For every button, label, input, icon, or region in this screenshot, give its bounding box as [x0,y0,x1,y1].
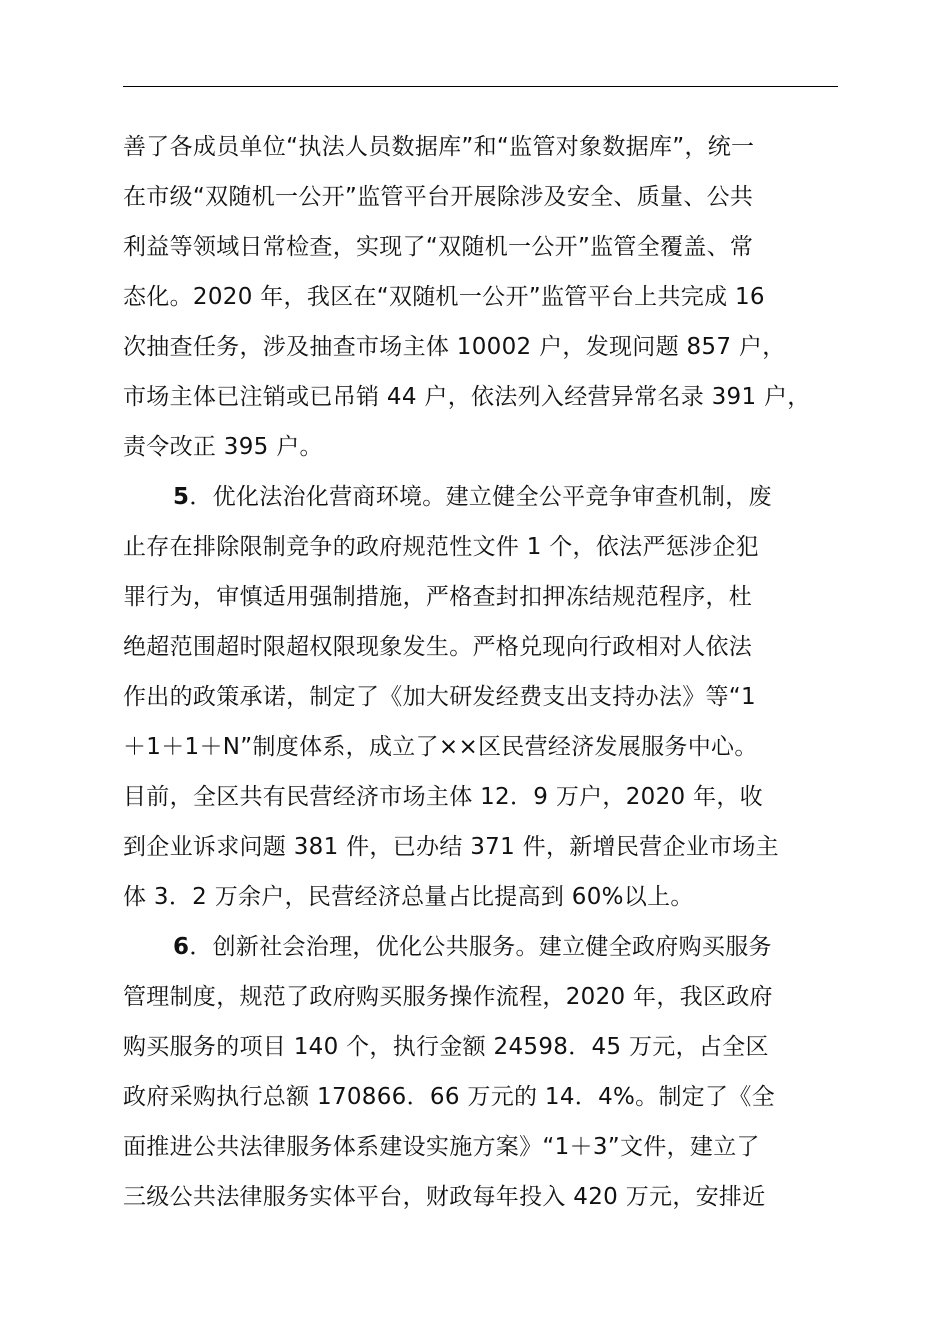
text-line: 购买服务的项目 140 个，执行金额 24598．45 万元，占全区 [123,1034,769,1060]
paragraph-continuation [123,122,838,472]
text-line: 三级公共法律服务实体平台，财政每年投入 420 万元，安排近 [123,1184,766,1210]
text-line: 次抽查任务，涉及抽查市场主体 10002 户，发现问题 857 户， [123,334,786,360]
item-heading-text: ．优化法治化营商环境。建立健全公平竞争审查机制，废 [189,484,772,510]
text-line: 政府采购执行总额 170866．66 万元的 14．4%。制定了《全 [123,1084,775,1110]
text-line: 责令改正 395 户。 [123,434,323,460]
item-number: 6 [173,934,190,960]
text-line: 绝超范围超时限超权限现象发生。严格兑现向行政相对人依法 [123,634,753,660]
paragraph-item-6 [123,922,838,1222]
text-line: 作出的政策承诺，制定了《加大研发经费支出支持办法》等“1 [123,684,756,710]
item-heading-text: ．创新社会治理，优化公共服务。建立健全政府购买服务 [189,934,772,960]
header-rule [123,86,838,87]
text-line: 管理制度，规范了政府购买服务操作流程，2020 年，我区政府 [123,984,773,1010]
item-number: 5 [173,484,190,510]
paragraph-item-5 [123,472,838,922]
text-line-first [123,472,838,522]
text-line: 止存在排除限制竞争的政府规范性文件 1 个，依法严惩涉企犯 [123,534,759,560]
text-line: 态化。2020 年，我区在“双随机一公开”监管平台上共完成 16 [123,284,765,310]
text-line: 利益等领域日常检查，实现了“双随机一公开”监管全覆盖、常 [123,234,754,260]
text-line: 罪行为，审慎适用强制措施，严格查封扣押冻结规范程序，杜 [123,584,753,610]
document-body [123,122,838,1222]
text-line: 到企业诉求问题 381 件，已办结 371 件，新增民营企业市场主 [123,834,779,860]
text-line: ＋1＋1＋N”制度体系，成立了××区民营经济发展服务中心。 [123,734,758,760]
text-line: 市场主体已注销或已吊销 44 户，依法列入经营异常名录 391 户， [123,384,811,410]
text-line: 在市级“双随机一公开”监管平台开展除涉及安全、质量、公共 [123,184,754,210]
text-line: 体 3．2 万余户，民营经济总量占比提高到 60%以上。 [123,884,694,910]
text-line-first [123,922,838,972]
text-line: 善了各成员单位“执法人员数据库”和“监管对象数据库”，统一 [123,134,755,160]
text-line: 目前，全区共有民营经济市场主体 12．9 万户，2020 年，收 [123,784,763,810]
text-line: 面推进公共法律服务体系建设实施方案》“1＋3”文件，建立了 [123,1134,760,1160]
